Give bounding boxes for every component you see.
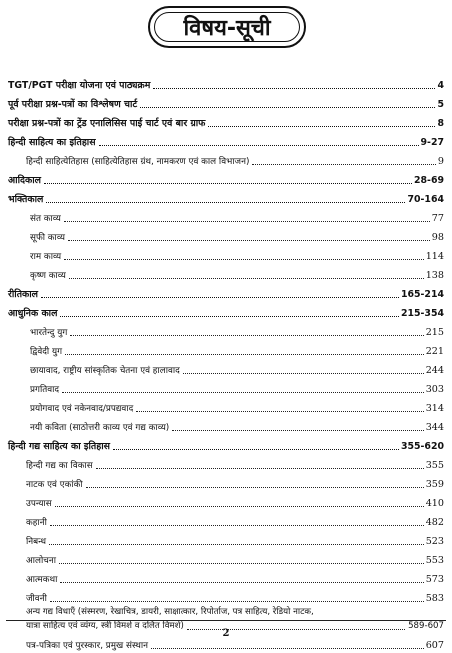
toc-page-number: 355 [425, 460, 444, 471]
dot-leader [41, 297, 399, 298]
toc-label: पत्र-पत्रिका एवं पुरस्कार, प्रमुख संस्थान [26, 641, 149, 651]
toc-page-number: 28-69 [414, 175, 444, 186]
page-number: 2 [222, 628, 230, 639]
dot-leader [60, 582, 423, 583]
dot-leader [69, 278, 424, 279]
toc-label: आलोचना [26, 556, 56, 566]
toc-label: परीक्षा प्रश्न-पत्रों का ट्रेंड एनालिसिस पाई चार्ट एवं बार ग्राफ [8, 118, 206, 129]
toc-label: भक्तिकाल [8, 194, 44, 205]
dot-leader [44, 183, 412, 184]
toc-entry-row [8, 549, 444, 568]
dot-leader [62, 392, 424, 393]
toc-label: सूफी काव्य [30, 233, 65, 243]
dot-leader [65, 354, 424, 355]
toc-page-number: 553 [425, 555, 444, 566]
toc-label: कृष्ण काव्य [30, 271, 66, 281]
toc-entry-row [8, 359, 444, 378]
toc-label: जीवनी [26, 594, 47, 604]
toc-label: हिन्दी गद्य का विकास [26, 461, 93, 471]
toc-section-row [8, 283, 444, 302]
toc-label: रीतिकाल [8, 289, 39, 300]
toc-entry-row [8, 207, 444, 226]
toc-entry-row [8, 397, 444, 416]
dot-leader [151, 648, 424, 649]
dot-leader [153, 88, 435, 89]
toc-label: हिन्दी साहित्य का इतिहास [8, 137, 96, 148]
toc-label: आधुनिक काल [8, 308, 58, 319]
toc-page-number: 573 [425, 574, 444, 585]
toc-label-line1: अन्य गद्य विधाएँ (संस्मरण, रेखाचित्र, डायरी, साक्षात्कार, रिपोर्ताज, पत्र साहित्य, रेडियो नाटक, [26, 607, 314, 617]
toc-label: भारतेन्दु युग [30, 328, 68, 338]
toc-label: आदिकाल [8, 175, 41, 186]
toc-page-number: 410 [425, 498, 444, 509]
toc-page-number: 215-354 [400, 308, 444, 319]
page-title: विषय-सूची [148, 6, 306, 48]
toc-entry-row [8, 492, 444, 511]
dot-leader [68, 240, 430, 241]
toc-label: पूर्व परीक्षा प्रश्न-पत्रों का विश्लेषण चार्ट [8, 99, 138, 110]
toc-label: प्रयोगवाद एवं नकेनवाद/प्रपद्यवाद [30, 404, 134, 414]
toc-entry-row [8, 340, 444, 359]
toc-entry-row [8, 226, 444, 245]
dot-leader [96, 468, 424, 469]
dot-leader [64, 259, 424, 260]
dot-leader [49, 544, 424, 545]
title-area [0, 0, 452, 58]
toc-label: प्रगतिवाद [30, 385, 60, 395]
toc-label: द्विवेदी युग [30, 347, 63, 357]
toc-page-number: 4 [437, 80, 444, 91]
toc-page-number: 303 [425, 384, 444, 395]
dot-leader [99, 145, 419, 146]
toc-page-number: 589-607 [408, 621, 444, 631]
dot-leader [50, 601, 424, 602]
toc-section-row [8, 169, 444, 188]
toc-page-number: 98 [431, 232, 444, 243]
toc-section-row [8, 74, 444, 93]
dot-leader [50, 525, 424, 526]
toc-page-number: 70-164 [407, 194, 444, 205]
dot-leader [64, 221, 430, 222]
toc-label: हिन्दी साहित्येतिहास (साहित्येतिहास ग्रंथ, नामकरण एवं काल विभाजन) [26, 157, 250, 167]
toc-page-number: 482 [425, 517, 444, 528]
dot-leader [59, 563, 424, 564]
table-of-contents [8, 74, 444, 653]
toc-page-number: 8 [437, 118, 444, 129]
toc-label: नयी कविता (साठोत्तरी काव्य एवं गद्य काव्य) [30, 423, 170, 433]
toc-label: TGT/PGT परीक्षा योजना एवं पाठ्यक्रम [8, 80, 151, 91]
dot-leader [183, 373, 424, 374]
toc-label: कहानी [26, 518, 47, 528]
dot-leader [70, 335, 423, 336]
toc-entry-row [8, 378, 444, 397]
toc-entry-row [8, 264, 444, 283]
toc-section-row [8, 302, 444, 321]
toc-label: छायावाद, राष्ट्रीय सांस्कृतिक चेतना एवं हालावाद [30, 366, 180, 376]
toc-entry-row [8, 150, 444, 169]
toc-page-number: 9-27 [420, 137, 444, 148]
toc-page-number: 5 [437, 99, 444, 110]
dot-leader [252, 164, 435, 165]
toc-page-number: 355-620 [400, 441, 444, 452]
dot-leader [55, 506, 424, 507]
toc-section-row [8, 435, 444, 454]
toc-page-number: 607 [425, 640, 444, 651]
toc-entry-row [8, 587, 444, 606]
toc-label: हिन्दी गद्य साहित्य का इतिहास [8, 441, 111, 452]
toc-section-row [8, 131, 444, 150]
toc-entry-row [8, 321, 444, 340]
toc-page-number: 138 [425, 270, 444, 281]
dot-leader [208, 126, 435, 127]
toc-page-number: 314 [425, 403, 444, 414]
toc-page-number: 9 [437, 156, 444, 167]
toc-section-row [8, 112, 444, 131]
toc-page-number: 215 [425, 327, 444, 338]
toc-entry-row [8, 454, 444, 473]
toc-page-number: 359 [425, 479, 444, 490]
toc-label: आत्मकथा [26, 575, 58, 585]
toc-page-number: 221 [425, 346, 444, 357]
toc-page-number: 344 [425, 422, 444, 433]
toc-entry-row [8, 568, 444, 587]
toc-entry-row [8, 473, 444, 492]
toc-page-number: 523 [425, 536, 444, 547]
toc-entry-row [8, 245, 444, 264]
toc-page-number: 583 [425, 593, 444, 604]
toc-section-row [8, 93, 444, 112]
toc-label: उपन्यास [26, 499, 52, 509]
toc-page-number: 77 [431, 213, 444, 224]
dot-leader [172, 430, 423, 431]
toc-label: राम काव्य [30, 252, 62, 262]
dot-leader [140, 107, 435, 108]
footer-divider [6, 620, 446, 621]
toc-label: निबन्ध [26, 537, 47, 547]
dot-leader [60, 316, 399, 317]
dot-leader [136, 411, 423, 412]
toc-entry-row [8, 416, 444, 435]
toc-label: नाटक एवं एकांकी [26, 480, 83, 490]
toc-entry-row [8, 511, 444, 530]
toc-section-row [8, 188, 444, 207]
toc-entry-row [8, 530, 444, 549]
dot-leader [46, 202, 405, 203]
toc-page-number: 114 [425, 251, 444, 262]
dot-leader [113, 449, 399, 450]
toc-page-number: 165-214 [400, 289, 444, 300]
toc-label: संत काव्य [30, 214, 61, 224]
dot-leader [86, 487, 424, 488]
toc-label-line2: यात्रा साहित्य एवं व्यंग्य, स्त्री विमर्श व दलित विमर्श) [26, 621, 184, 631]
toc-page-number: 244 [425, 365, 444, 376]
